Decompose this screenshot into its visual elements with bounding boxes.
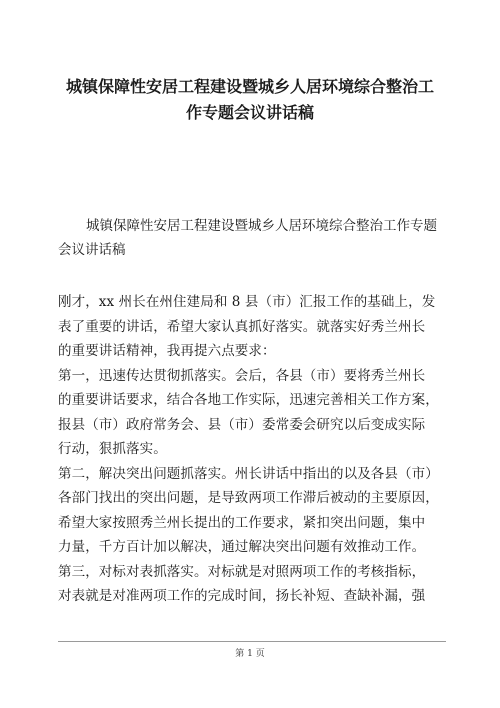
body-line: 第二，解决突出问题抓落实。州长讲话中指出的以及各县（市） <box>58 465 439 482</box>
title-line-1: 城镇保障性安居工程建设暨城乡人居环境综合整治工 <box>65 77 434 96</box>
body-line: 希望大家按照秀兰州长提出的工作要求，紧扣突出问题，集中 <box>58 514 426 531</box>
body-line: 的重要讲话精神，我再提六点要求： <box>58 343 276 359</box>
body-line: 第一，迅速传达贯彻抓落实。会后，各县（市）要将秀兰州长 <box>58 367 426 384</box>
body-line: 行动，狠抓落实。 <box>58 441 167 457</box>
body-line: 表了重要的讲话，希望大家认真抓好落实。就落实好秀兰州长 <box>58 318 426 335</box>
document-subtitle: 城镇保障性安居工程建设暨城乡人居环境综合整治工作专题会议讲话稿 <box>58 218 437 258</box>
body-line: 的重要讲话要求，结合各地工作实际，迅速完善相关工作方案， <box>58 392 439 408</box>
footer-divider <box>58 641 446 642</box>
title-line-2: 作专题会议讲话稿 <box>185 103 314 122</box>
body-line: 力量，千方百计加以解决，通过解决突出问题有效推动工作。 <box>58 539 426 555</box>
body-line: 报县（市）政府常务会、县（市）委常委会研究以后变成实际 <box>58 416 426 433</box>
body-line: 对表就是对准两项工作的完成时间，扬长补短、查缺补漏，强 <box>58 588 426 604</box>
body-line: 刚才，xx 州长在州住建局和 8 县（市）汇报工作的基础上，发 <box>58 294 436 310</box>
body-line: 第三，对标对表抓落实。对标就是对照两项工作的考核指标， <box>58 563 426 580</box>
body-line: 各部门找出的突出问题，是导致两项工作滞后被动的主要原因， <box>58 490 439 506</box>
document-title <box>60 74 440 126</box>
document-body <box>58 290 446 609</box>
page-number: 第 1 页 <box>235 649 265 659</box>
